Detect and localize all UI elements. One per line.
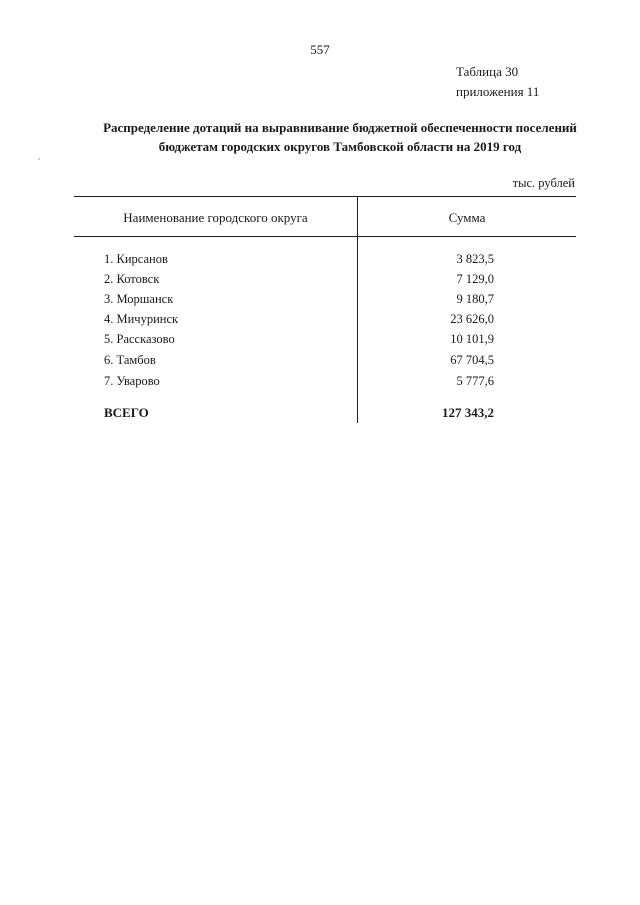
row-value: 5 777,6 (456, 374, 494, 388)
table-row (0, 252, 640, 272)
document-title (60, 118, 620, 156)
table-reference (456, 62, 539, 102)
table-row (0, 332, 640, 352)
table-top-rule (74, 196, 576, 197)
table-row (0, 374, 640, 394)
total-label: ВСЕГО (104, 405, 149, 420)
table-header-rule (74, 236, 576, 237)
row-name: 4. Мичуринск (104, 312, 179, 326)
table-row (0, 272, 640, 292)
row-value: 10 101,9 (450, 332, 494, 346)
header-sum: Сумма (448, 210, 486, 225)
page-number: 557 (310, 42, 330, 57)
row-value: 23 626,0 (450, 312, 494, 326)
row-value: 7 129,0 (456, 272, 494, 286)
header-name: Наименование городского округа (123, 210, 308, 225)
row-name: 6. Тамбов (104, 353, 156, 367)
table-total-row (0, 405, 640, 425)
table-reference-line1: Таблица 30 (456, 64, 519, 79)
table-row (0, 292, 640, 312)
row-name: 7. Уварово (104, 374, 160, 388)
row-value: 9 180,7 (456, 292, 494, 306)
row-name: 2. Котовск (104, 272, 160, 286)
table-reference-line2: приложения 11 (456, 84, 540, 99)
row-value: 67 704,5 (450, 353, 494, 367)
document-title-line2: бюджетам городских округов Тамбовской области на 2019 год (158, 139, 522, 154)
scan-speck (38, 158, 40, 160)
row-name: 1. Кирсанов (104, 252, 168, 266)
table-row (0, 353, 640, 373)
units-label: тыс. рублей (512, 176, 575, 190)
document-title-line1: Распределение дотаций на выравнивание бюджетной обеспеченности поселений (103, 120, 577, 135)
row-name: 5. Рассказово (104, 332, 175, 346)
row-name: 3. Моршанск (104, 292, 174, 306)
table-row (0, 312, 640, 332)
total-value: 127 343,2 (442, 405, 494, 420)
row-value: 3 823,5 (456, 252, 494, 266)
